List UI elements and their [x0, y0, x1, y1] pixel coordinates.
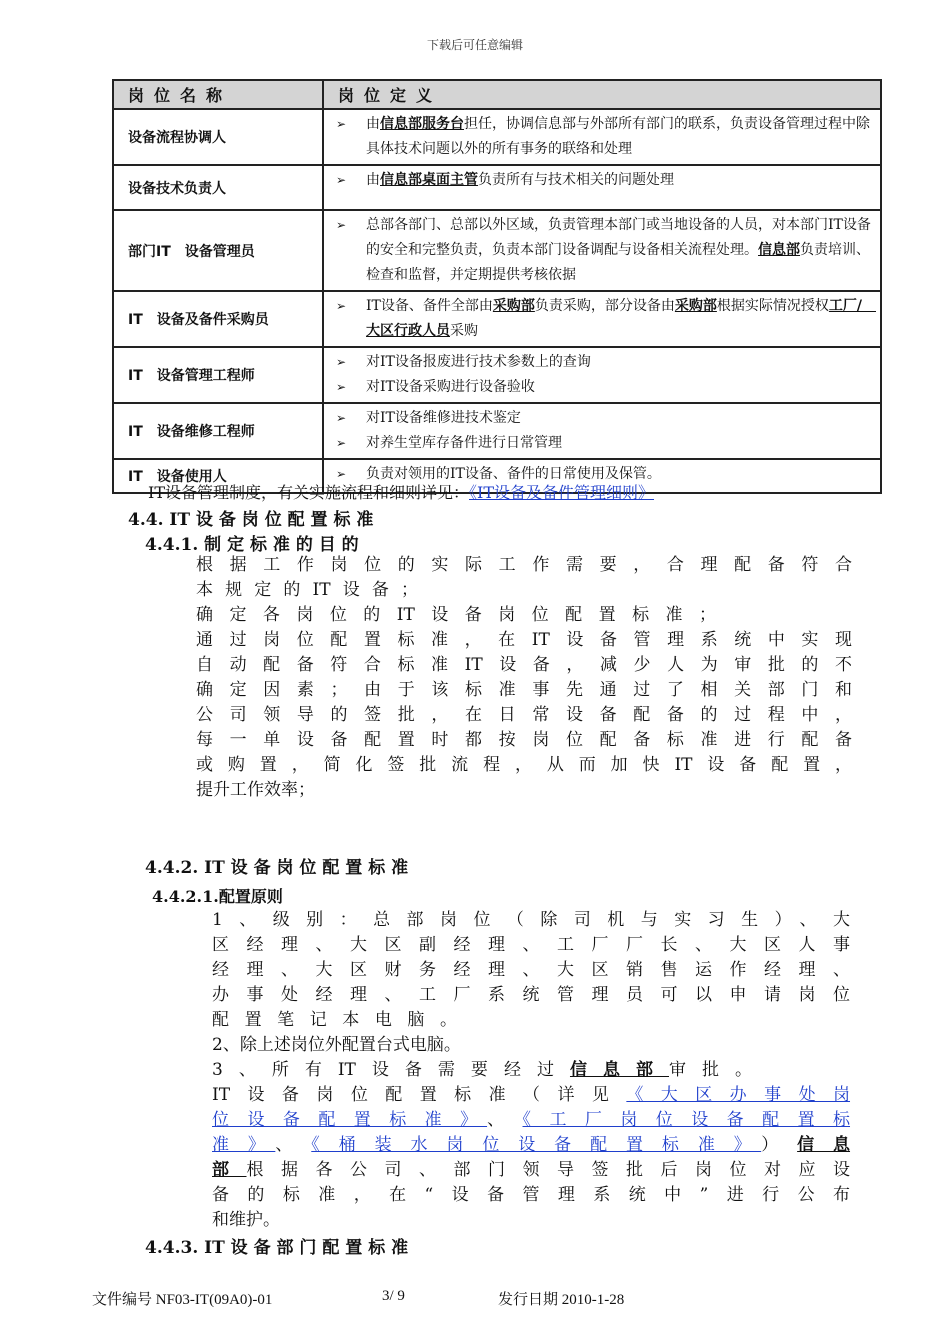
paragraph-line: 每一单设备配置时都按岗位配备标准进行配备: [196, 730, 852, 750]
table-row: [113, 403, 881, 459]
role-name: 设备技术负责人: [113, 165, 323, 210]
footer-doc-number: 文件编号 NF03-IT(09A0)-01: [92, 1292, 273, 1308]
section-4-4-title: 4.4. IT 设 备 岗 位 配 置 标 准: [128, 510, 374, 530]
col-header-name: 岗位名称: [113, 80, 323, 109]
role-name: IT 设备及备件采购员: [113, 291, 323, 347]
paragraph-line: 确定因素；由于该标准事先通过了相关部门和: [196, 680, 852, 700]
definition-item: ➢ IT设备、备件全部由采购部负责采购，部分设备由采购部根据实际情况授权工厂/ 大区行政人员采购: [336, 294, 872, 344]
paragraph-line: 通过岗位配置标准，在IT设备管理系统中实现: [196, 630, 852, 650]
link-barrel-water-standard[interactable]: 《桶装水岗位设备配置标准》: [311, 1135, 762, 1155]
dept-reference: 信息部服务台: [380, 116, 464, 132]
standards-line-5: 备的标准，在“设备管理系统中”进行公布: [212, 1185, 850, 1205]
role-name: IT 设备维修工程师: [113, 403, 323, 459]
role-name: 部门IT 设备管理员: [113, 210, 323, 291]
arrow-bullet-icon: ➢: [336, 380, 347, 394]
section-4-4-2-1-title: 4.4.2.1.配置原则: [152, 887, 283, 906]
definition-item: ➢ 对IT设备采购进行设备验收: [336, 375, 872, 400]
role-definition: [323, 109, 881, 165]
table-row: [113, 210, 881, 291]
standards-line-2: 位设备配置标准》、《工厂岗位设备配置标: [212, 1110, 851, 1130]
role-definition: [323, 403, 881, 459]
paragraph-line: 根据工作岗位的实际工作需要，合理配备符合: [196, 555, 852, 575]
table-header-row: [113, 80, 881, 109]
table-row: [113, 109, 881, 165]
info-dept-approval: 信息部: [569, 1060, 669, 1080]
role-definition: [323, 291, 881, 347]
definition-item: ➢ 对养生堂库存备件进行日常管理: [336, 431, 872, 456]
arrow-bullet-icon: ➢: [336, 173, 347, 187]
paragraph-line: 或购置，简化签批流程，从而加快IT设备配置，: [196, 755, 852, 775]
purpose-paragraph: [196, 553, 852, 803]
reference-line: [148, 480, 654, 503]
role-definition: [323, 347, 881, 403]
definition-item: ➢ 对IT设备维修进技术鉴定: [336, 406, 872, 431]
definition-item: ➢ 由信息部服务台担任，协调信息部与外部所有部门的联系，负责设备管理过程中除具体技术问题以外的所有事务的联络和处理: [336, 112, 872, 162]
dept-reference: 信息部: [758, 242, 800, 258]
standards-line-6: 和维护。: [212, 1210, 280, 1230]
paragraph-line: 自动配备符合标准IT设备，减少人为审批的不: [196, 655, 852, 675]
arrow-bullet-icon: ➢: [336, 436, 347, 450]
approval-line: 3、所有IT设备需要经过信息部审批。: [212, 1060, 753, 1080]
role-name: IT 设备使用人: [113, 459, 323, 493]
header-note: 下载后可任意编辑: [426, 38, 523, 52]
table-row: [113, 291, 881, 347]
dept-reference: 采购部: [492, 298, 535, 314]
footer-issue-date: 发行日期 2010-1-28: [498, 1292, 625, 1308]
paragraph-line: 1、级别：总部岗位（除司机与实习生）、大: [212, 910, 850, 930]
paragraph-line: 确定各岗位的IT设备岗位配置标准；: [196, 605, 716, 625]
arrow-bullet-icon: ➢: [336, 355, 347, 369]
role-definition: [323, 210, 881, 291]
section-4-4-3-title: 4.4.3. IT 设 备 部 门 配 置 标 准: [145, 1238, 409, 1258]
definition-item: ➢ 对IT设备报废进行技术参数上的查询: [336, 350, 872, 375]
table-row: [113, 347, 881, 403]
principles-paragraph: [212, 908, 850, 1058]
dept-reference: 工厂/ 大区行政人员: [366, 298, 876, 339]
standards-line-4: 部根据各公司、部门领导签批后岗位对应设: [212, 1160, 850, 1180]
link-factory-standard[interactable]: 《工厂岗位设备配置标: [522, 1110, 851, 1130]
role-definition: [323, 165, 881, 210]
standards-paragraph: [212, 1083, 850, 1233]
paragraph-line: 办事处经理、工厂系统管理员可以申请岗位: [212, 985, 850, 1005]
footer-page-number: 3/ 9: [382, 1288, 405, 1304]
definition-item: ➢ 总部各部门、总部以外区域，负责管理本部门或当地设备的人员，对本部门IT设备的安全和完整负责，负责本部门设备调配与设备相关流程处理。信息部负责培训、检查和监督，并定期提供考核依据: [336, 213, 872, 288]
paragraph-line: 本规定的IT设备；: [196, 580, 418, 600]
paragraph-line: 提升工作效率；: [196, 780, 315, 800]
paragraph-line: 2、除上述岗位外配置台式电脑。: [212, 1035, 461, 1055]
role-name: IT 设备管理工程师: [113, 347, 323, 403]
reference-link[interactable]: 《IT设备及备件管理细则》: [469, 483, 654, 502]
table-row: [113, 165, 881, 210]
section-4-4-1-title: 4.4.1. 制 定 标 准 的 目 的: [145, 535, 359, 555]
role-name: 设备流程协调人: [113, 109, 323, 165]
standards-line-3: 准》、《桶装水岗位设备配置标准》）信息: [212, 1135, 851, 1155]
paragraph-line: 公司领导的签批，在日常设备配备的过程中，: [196, 705, 852, 725]
paragraph-line: 区经理、大区副经理、工厂厂长、大区人事: [212, 935, 850, 955]
definition-item: ➢ 负责对领用的IT设备、备件的日常使用及保管。: [336, 462, 872, 487]
approval-paragraph: [212, 1058, 752, 1083]
standards-line-1: IT设备岗位配置标准（详见《大区办事处岗: [212, 1085, 851, 1105]
section-4-4-2-title: 4.4.2. IT 设 备 岗 位 配 置 标 准: [145, 858, 409, 878]
arrow-bullet-icon: ➢: [336, 467, 347, 481]
link-region-office-standard[interactable]: 《大区办事处岗: [626, 1085, 851, 1105]
paragraph-line: 经理、大区财务经理、大区销售运作经理、: [212, 960, 850, 980]
dept-reference: 采购部: [674, 298, 717, 314]
reference-text: IT设备管理制度，有关实施流程和细则详见：: [148, 483, 469, 502]
dept-reference: 信息部桌面主管: [380, 172, 478, 188]
arrow-bullet-icon: ➢: [336, 299, 347, 313]
role-definition-table: [112, 79, 882, 494]
col-header-def: 岗位定义: [323, 80, 881, 109]
definition-item: ➢ 由信息部桌面主管负责所有与技术相关的问题处理: [336, 168, 872, 193]
arrow-bullet-icon: ➢: [336, 411, 347, 425]
arrow-bullet-icon: ➢: [336, 117, 347, 131]
paragraph-line: 配置笔记本电脑。: [212, 1010, 457, 1030]
arrow-bullet-icon: ➢: [336, 218, 347, 232]
